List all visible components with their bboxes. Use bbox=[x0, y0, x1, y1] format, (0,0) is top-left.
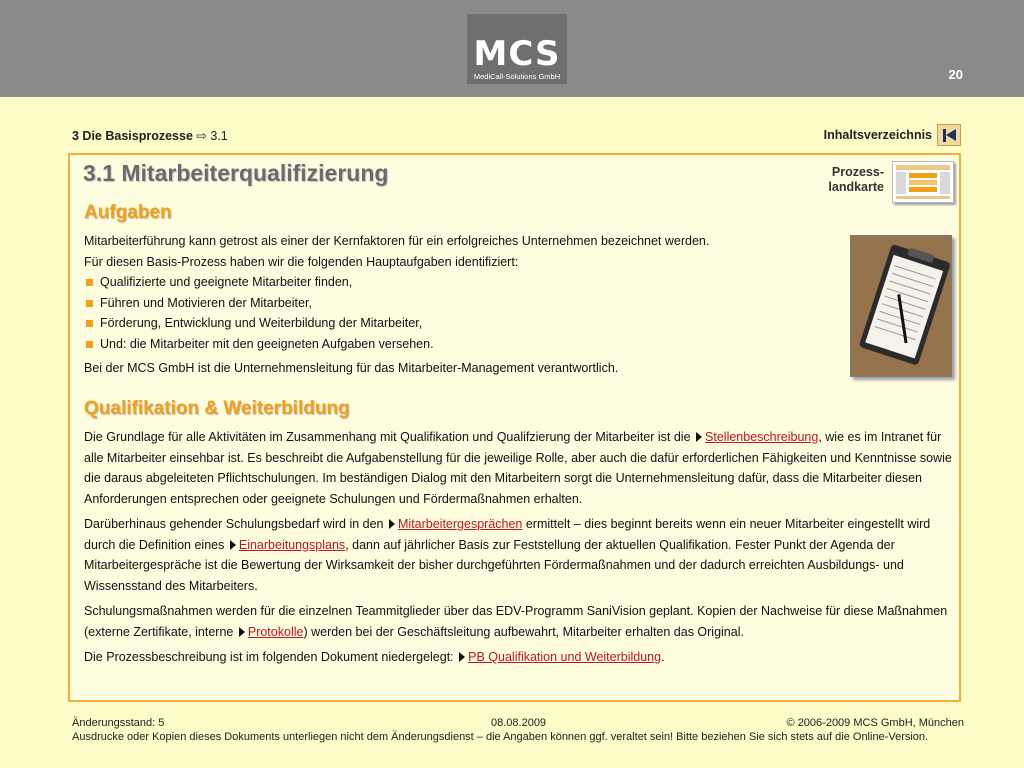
toc-back-button[interactable] bbox=[937, 124, 961, 146]
breadcrumb-section: 3.1 bbox=[210, 129, 228, 143]
list-item-text: Und: die Mitarbeiter mit den geeigneten Aufgaben versehen. bbox=[100, 336, 434, 351]
toc-link[interactable]: Inhaltsverzeichnis bbox=[823, 128, 932, 142]
process-map-icon bbox=[893, 162, 953, 202]
footer-date: 08.08.2009 bbox=[491, 717, 547, 729]
list-item-text: Führen und Motivieren der Mitarbeiter, bbox=[100, 295, 312, 310]
link-einarbeitungsplan[interactable]: Einarbeitungsplans bbox=[238, 537, 346, 552]
paragraph-text: ) werden bei der Geschäftsleitung aufbewahrt, Mitarbeiter erhalten das Original. bbox=[303, 624, 744, 639]
page-title: 3.1 Mitarbeiterqualifizierung bbox=[83, 160, 389, 186]
link-stellenbeschreibung[interactable]: Stellenbeschreibung bbox=[705, 430, 819, 444]
link-arrow-icon bbox=[696, 432, 702, 442]
page-number: 20 bbox=[948, 67, 963, 82]
breadcrumb-chapter: 3 Die Basisprozesse bbox=[72, 129, 193, 143]
paragraph-text: Die Prozessbeschreibung ist im folgenden Dokument niedergelegt: bbox=[84, 650, 454, 664]
toc-back-arrow-icon bbox=[946, 129, 956, 141]
content-frame bbox=[68, 153, 961, 702]
footer-copyright: © 2006-2009 MCS GmbH, München bbox=[786, 717, 964, 729]
bullet-square-icon bbox=[86, 279, 93, 286]
link-protokolle[interactable]: Protokolle bbox=[247, 624, 304, 639]
qualifikation-paragraph-1 bbox=[84, 427, 954, 509]
breadcrumb-arrow: ⇨ bbox=[196, 129, 207, 143]
list-item bbox=[84, 313, 954, 334]
clipboard-icon bbox=[851, 236, 952, 377]
qualifikation-paragraph-4 bbox=[84, 647, 954, 668]
link-mitarbeitergespraeche[interactable]: Mitarbeitergesprächen bbox=[398, 517, 523, 531]
mcs-logo bbox=[467, 14, 567, 84]
process-map-thumbnail[interactable] bbox=[892, 161, 954, 203]
link-arrow-icon bbox=[459, 652, 465, 662]
bullet-square-icon bbox=[86, 320, 93, 327]
bullet-square-icon bbox=[86, 341, 93, 348]
landkarte-label-line2: landkarte bbox=[828, 180, 884, 194]
top-banner bbox=[0, 0, 1024, 97]
bullet-square-icon bbox=[86, 300, 93, 307]
logo-subtitle: MediCall-Solutions GmbH bbox=[473, 72, 561, 81]
list-item bbox=[84, 272, 954, 293]
list-item bbox=[84, 334, 954, 355]
paragraph-text: , wie es im Intranet für alle Mitarbeiter einsehbar ist. Es beschreibt die Aufgabenstellung für die jeweilige Rolle, aber auch die dafür erforderlichen Fähigkeiten und Kenntnisse sowie die daraus abgeleiteten Pflichtschulungen. Im beständigen Dialog mit den Mitarbeitern sorgt die Unternehmensleitung dafür, dass die Mitarbeiter diesen Anforderungen entsprechen oder geeignete Schulungen und Fördermaßnahmen erhalten. bbox=[84, 430, 952, 506]
clipboard-photo bbox=[850, 235, 952, 377]
landkarte-label[interactable] bbox=[818, 165, 884, 195]
qualifikation-paragraph-3 bbox=[84, 601, 954, 642]
footer-disclaimer: Ausdrucke oder Kopien dieses Dokuments unterliegen nicht dem Änderungsdienst – die Angaben können ggf. veraltet sein! Bitte beziehen Sie sich stets auf die Online-Version. bbox=[72, 731, 929, 743]
list-item-text: Qualifizierte und geeignete Mitarbeiter finden, bbox=[100, 275, 353, 289]
paragraph-text: ermittelt – dies beginnt bereits wenn ein neuer Mitarbeiter eingestellt wird durch die Definition eines bbox=[84, 517, 931, 552]
list-item-text: Förderung, Entwicklung und Weiterbildung der Mitarbeiter, bbox=[100, 316, 423, 330]
link-pb-qualifikation[interactable]: PB Qualifikation und Weiterbildung bbox=[468, 650, 662, 664]
link-arrow-icon bbox=[389, 519, 395, 529]
landkarte-label-line1: Prozess- bbox=[831, 165, 884, 179]
paragraph-text: Schulungsmaßnahmen werden für die einzelnen Teammitglieder über das EDV-Programm SaniVision geplant. Kopien der Nachweise für diese Maßnahmen (externe Zertifikate, interne bbox=[84, 604, 948, 639]
link-arrow-icon bbox=[239, 627, 245, 637]
qualifikation-paragraph-2 bbox=[84, 514, 954, 596]
paragraph-text: . bbox=[661, 650, 665, 664]
section-qualifikation-body bbox=[84, 427, 954, 673]
logo-text: MCS bbox=[473, 34, 561, 74]
aufgaben-intro-1: Mitarbeiterführung kann getrost als einer der Kernfaktoren für ein erfolgreiches Unternehmen bezeichnet werden. bbox=[84, 234, 710, 248]
aufgaben-intro-2: Für diesen Basis-Prozess haben wir die folgenden Hauptaufgaben identifiziert: bbox=[84, 254, 519, 269]
section-heading-aufgaben: Aufgaben bbox=[84, 202, 172, 223]
aufgaben-closing: Bei der MCS GmbH ist die Unternehmensleitung für das Mitarbeiter-Management verantwortlich. bbox=[84, 361, 619, 375]
paragraph-text: , dann auf jährlicher Basis zur Feststellung der aktuellen Qualifikation. Fester Punkt der Agenda der Mitarbeitergespräche ist die Bewertung der Wirksamkeit der bisher durchgeführten Fördermaßnahmen und der dadurch erreichten Ausbildungs- und Wissensstand des Mitarbeiters. bbox=[84, 537, 904, 593]
paragraph-text: Die Grundlage für alle Aktivitäten im Zusammenhang mit Qualifikation und Qualifzierung der Mitarbeiter ist die bbox=[84, 430, 691, 444]
link-arrow-icon bbox=[230, 540, 236, 550]
paragraph-text: Darüberhinaus gehender Schulungsbedarf wird in den bbox=[84, 517, 384, 531]
list-item bbox=[84, 293, 954, 314]
breadcrumb bbox=[72, 128, 228, 143]
section-heading-qualifikation: Qualifikation & Weiterbildung bbox=[84, 398, 350, 419]
section-aufgaben-body bbox=[84, 231, 954, 379]
footer-revision: Änderungsstand: 5 bbox=[72, 717, 165, 729]
